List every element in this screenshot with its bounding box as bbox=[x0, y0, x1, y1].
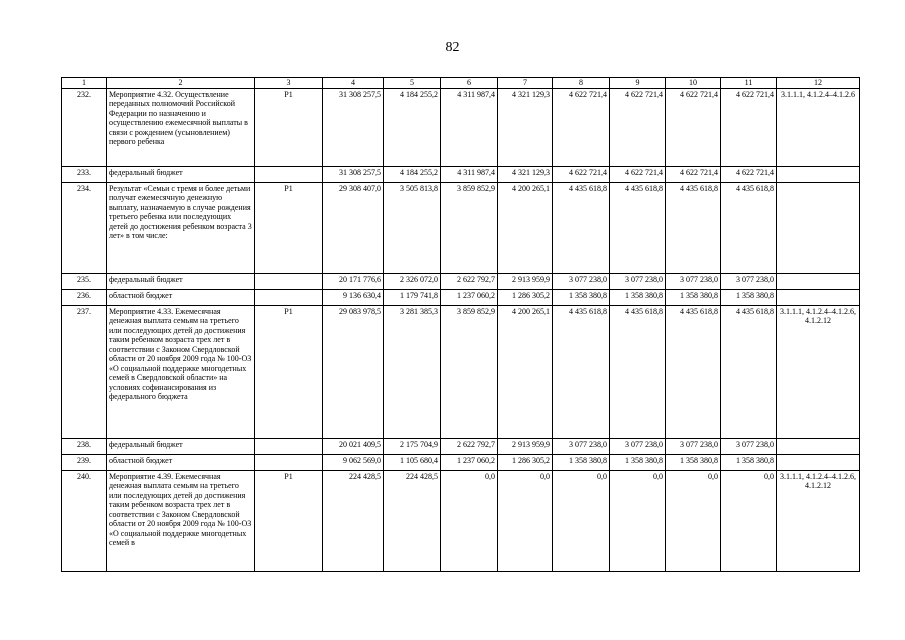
row-value: 4 622 721,4 bbox=[553, 88, 610, 166]
table-row bbox=[62, 289, 860, 305]
row-code: P1 bbox=[255, 88, 323, 166]
row-value: 1 358 380,8 bbox=[610, 454, 666, 470]
table-row bbox=[62, 454, 860, 470]
row-value: 4 311 987,4 bbox=[441, 166, 498, 182]
row-number: 239. bbox=[62, 454, 107, 470]
row-value: 4 435 618,8 bbox=[721, 305, 777, 438]
row-code bbox=[255, 289, 323, 305]
row-number: 236. bbox=[62, 289, 107, 305]
row-name: Мероприятие 4.32. Осуществление переданных полномочий Российской Федерации по назначению и осуществлению ежемесячной выплаты в связи с рождением (усыновлением) первого ребенка bbox=[107, 88, 255, 166]
row-value: 3 077 238,0 bbox=[721, 438, 777, 454]
row-reference bbox=[777, 454, 860, 470]
column-header: 8 bbox=[553, 78, 610, 89]
row-value: 4 622 721,4 bbox=[610, 166, 666, 182]
column-header: 1 bbox=[62, 78, 107, 89]
row-code bbox=[255, 273, 323, 289]
row-value: 2 622 792,7 bbox=[441, 438, 498, 454]
row-value: 4 435 618,8 bbox=[666, 182, 721, 273]
row-value: 1 358 380,8 bbox=[610, 289, 666, 305]
table-row bbox=[62, 182, 860, 273]
column-header: 11 bbox=[721, 78, 777, 89]
budget-table bbox=[61, 77, 860, 572]
row-value: 3 077 238,0 bbox=[666, 273, 721, 289]
row-name: Мероприятие 4.33. Ежемесячная денежная выплата семьям на третьего или последующих детей до достижения таким ребенком возраста трех лет в соответствии с Законом Свердловской области от 20 ноября 2009 года № 100-ОЗ «О социальной поддержке многодетных семей в Свердловской области» на условиях софинансирования из федерального бюджета bbox=[107, 305, 255, 438]
row-code bbox=[255, 166, 323, 182]
row-value: 0,0 bbox=[553, 470, 610, 571]
table-row bbox=[62, 470, 860, 571]
row-number: 240. bbox=[62, 470, 107, 571]
row-reference: 3.1.1.1, 4.1.2.4–4.1.2.6 bbox=[777, 88, 860, 166]
column-header: 12 bbox=[777, 78, 860, 89]
row-name: федеральный бюджет bbox=[107, 438, 255, 454]
row-value: 20 171 776,6 bbox=[323, 273, 384, 289]
page-number: 82 bbox=[445, 40, 460, 55]
row-value: 4 622 721,4 bbox=[553, 166, 610, 182]
row-value: 31 308 257,5 bbox=[323, 88, 384, 166]
row-reference bbox=[777, 273, 860, 289]
row-value: 1 358 380,8 bbox=[553, 454, 610, 470]
row-value: 2 913 959,9 bbox=[498, 438, 553, 454]
table-row bbox=[62, 438, 860, 454]
column-header: 6 bbox=[441, 78, 498, 89]
row-name: федеральный бюджет bbox=[107, 273, 255, 289]
row-value: 0,0 bbox=[498, 470, 553, 571]
row-value: 4 321 129,3 bbox=[498, 88, 553, 166]
row-value: 29 083 978,5 bbox=[323, 305, 384, 438]
row-value: 9 062 569,0 bbox=[323, 454, 384, 470]
row-value: 4 622 721,4 bbox=[666, 166, 721, 182]
row-name: Мероприятие 4.39. Ежемесячная денежная выплата семьям на третьего или последующих детей до достижения таким ребенком возраста трех лет в соответствии с Законом Свердловской области от 20 ноября 2009 года № 100-ОЗ «О социальной поддержке многодетных семей в bbox=[107, 470, 255, 571]
row-value: 4 622 721,4 bbox=[721, 166, 777, 182]
row-value: 4 184 255,2 bbox=[384, 88, 441, 166]
row-value: 3 077 238,0 bbox=[553, 273, 610, 289]
row-value: 0,0 bbox=[721, 470, 777, 571]
row-reference bbox=[777, 182, 860, 273]
row-number: 233. bbox=[62, 166, 107, 182]
row-reference bbox=[777, 289, 860, 305]
row-value: 1 358 380,8 bbox=[553, 289, 610, 305]
row-value: 1 237 060,2 bbox=[441, 454, 498, 470]
row-code bbox=[255, 454, 323, 470]
row-value: 224 428,5 bbox=[384, 470, 441, 571]
row-value: 224 428,5 bbox=[323, 470, 384, 571]
row-value: 1 286 305,2 bbox=[498, 289, 553, 305]
row-value: 4 435 618,8 bbox=[666, 305, 721, 438]
row-reference bbox=[777, 166, 860, 182]
column-header: 9 bbox=[610, 78, 666, 89]
row-value: 3 077 238,0 bbox=[666, 438, 721, 454]
row-value: 1 358 380,8 bbox=[666, 289, 721, 305]
row-value: 4 435 618,8 bbox=[610, 305, 666, 438]
row-value: 3 859 852,9 bbox=[441, 182, 498, 273]
row-value: 0,0 bbox=[666, 470, 721, 571]
column-header: 3 bbox=[255, 78, 323, 89]
row-value: 29 308 407,0 bbox=[323, 182, 384, 273]
column-header: 10 bbox=[666, 78, 721, 89]
row-name: областной бюджет bbox=[107, 454, 255, 470]
row-code: P1 bbox=[255, 182, 323, 273]
column-header: 7 bbox=[498, 78, 553, 89]
column-header: 4 bbox=[323, 78, 384, 89]
row-value: 2 175 704,9 bbox=[384, 438, 441, 454]
row-value: 2 326 072,0 bbox=[384, 273, 441, 289]
row-value: 1 237 060,2 bbox=[441, 289, 498, 305]
row-value: 3 505 813,8 bbox=[384, 182, 441, 273]
row-value: 31 308 257,5 bbox=[323, 166, 384, 182]
row-value: 1 105 680,4 bbox=[384, 454, 441, 470]
row-name: областной бюджет bbox=[107, 289, 255, 305]
row-value: 3 077 238,0 bbox=[610, 273, 666, 289]
row-value: 2 913 959,9 bbox=[498, 273, 553, 289]
row-value: 4 184 255,2 bbox=[384, 166, 441, 182]
column-header: 2 bbox=[107, 78, 255, 89]
row-value: 1 179 741,8 bbox=[384, 289, 441, 305]
row-value: 4 622 721,4 bbox=[610, 88, 666, 166]
table-row bbox=[62, 88, 860, 166]
row-value: 4 311 987,4 bbox=[441, 88, 498, 166]
row-value: 1 358 380,8 bbox=[721, 454, 777, 470]
row-value: 3 077 238,0 bbox=[721, 273, 777, 289]
table-row bbox=[62, 166, 860, 182]
row-number: 232. bbox=[62, 88, 107, 166]
row-number: 234. bbox=[62, 182, 107, 273]
table-row bbox=[62, 305, 860, 438]
row-value: 4 622 721,4 bbox=[666, 88, 721, 166]
row-value: 4 622 721,4 bbox=[721, 88, 777, 166]
row-value: 1 286 305,2 bbox=[498, 454, 553, 470]
row-value: 4 200 265,1 bbox=[498, 182, 553, 273]
row-code: P1 bbox=[255, 470, 323, 571]
column-header-row bbox=[62, 78, 860, 89]
row-value: 4 200 265,1 bbox=[498, 305, 553, 438]
row-value: 4 435 618,8 bbox=[553, 305, 610, 438]
row-number: 238. bbox=[62, 438, 107, 454]
row-value: 4 435 618,8 bbox=[721, 182, 777, 273]
row-name: Результат «Семьи с тремя и более детьми получат ежемесячную денежную выплату, назначаемую в случае рождения третьего ребенка или последующих детей до достижения ребенком возраста 3 лет» в том числе: bbox=[107, 182, 255, 273]
row-reference bbox=[777, 438, 860, 454]
row-code: P1 bbox=[255, 305, 323, 438]
row-value: 4 321 129,3 bbox=[498, 166, 553, 182]
row-number: 237. bbox=[62, 305, 107, 438]
row-value: 3 077 238,0 bbox=[553, 438, 610, 454]
row-value: 3 077 238,0 bbox=[610, 438, 666, 454]
row-value: 20 021 409,5 bbox=[323, 438, 384, 454]
row-value: 0,0 bbox=[441, 470, 498, 571]
row-value: 9 136 630,4 bbox=[323, 289, 384, 305]
row-number: 235. bbox=[62, 273, 107, 289]
row-value: 1 358 380,8 bbox=[721, 289, 777, 305]
row-value: 3 281 385,3 bbox=[384, 305, 441, 438]
row-code bbox=[255, 438, 323, 454]
row-name: федеральный бюджет bbox=[107, 166, 255, 182]
row-reference: 3.1.1.1, 4.1.2.4–4.1.2.6, 4.1.2.12 bbox=[777, 470, 860, 571]
row-value: 2 622 792,7 bbox=[441, 273, 498, 289]
row-value: 4 435 618,8 bbox=[553, 182, 610, 273]
row-value: 4 435 618,8 bbox=[610, 182, 666, 273]
row-value: 0,0 bbox=[610, 470, 666, 571]
row-value: 3 859 852,9 bbox=[441, 305, 498, 438]
table-row bbox=[62, 273, 860, 289]
row-reference: 3.1.1.1, 4.1.2.4–4.1.2.6, 4.1.2.12 bbox=[777, 305, 860, 438]
row-value: 1 358 380,8 bbox=[666, 454, 721, 470]
column-header: 5 bbox=[384, 78, 441, 89]
